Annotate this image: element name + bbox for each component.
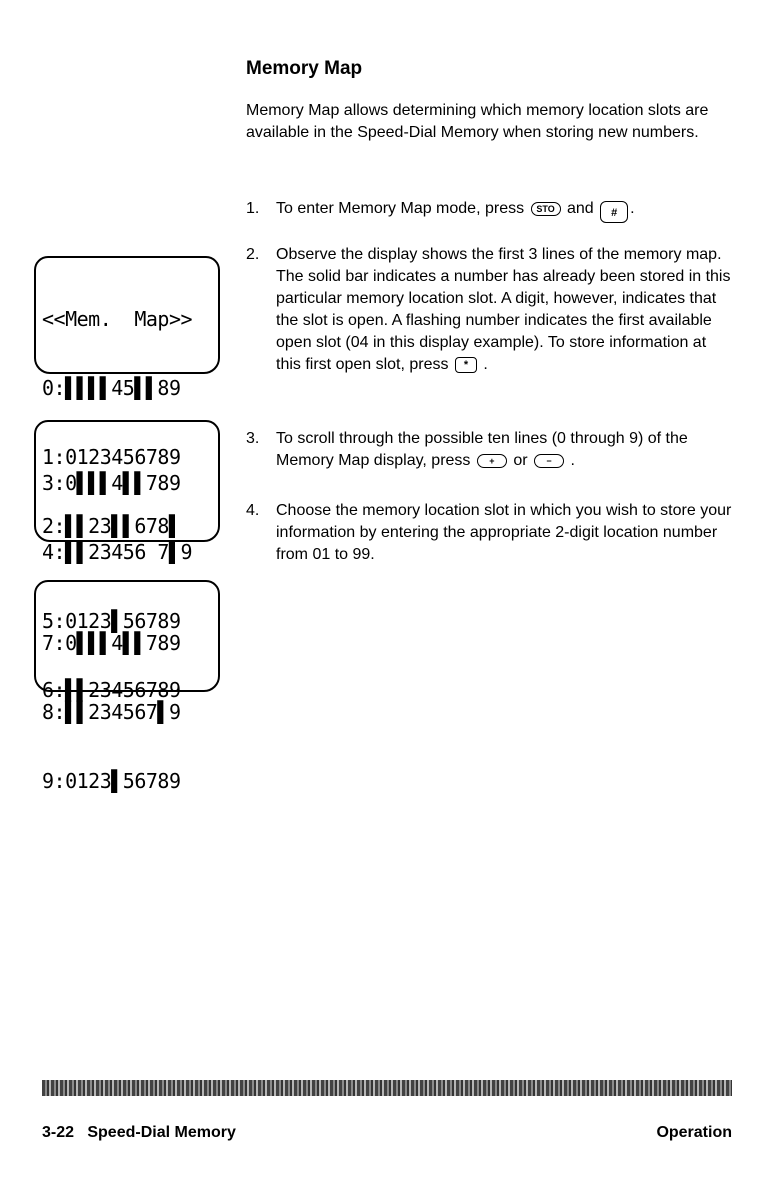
- lcd-line: 6:▌▌23456789: [42, 678, 181, 702]
- step-number: 1.: [246, 200, 260, 217]
- intro-paragraph: Memory Map allows determining which memory location slots are available in the Speed-Dial Memory when storing new numbers.: [246, 102, 709, 141]
- plus-key-icon: +: [477, 454, 507, 468]
- step-number: 4.: [246, 502, 260, 519]
- lcd-line: 2:▌▌23▌▌678▌: [42, 514, 181, 538]
- minus-key-icon: −: [534, 454, 564, 468]
- footer-section-label: Operation: [656, 1124, 732, 1141]
- lcd-line: 9:0123▌56789: [42, 769, 181, 793]
- lcd-line: 4:▌▌23456 7▌9: [42, 540, 193, 564]
- step-number: 2.: [246, 246, 260, 263]
- step-number: 3.: [246, 430, 260, 447]
- lcd-line: <<Mem. Map>>: [42, 307, 193, 331]
- step-4: [246, 500, 732, 566]
- hash-key-icon: #: [600, 201, 628, 223]
- lcd-line: 5:0123▌56789: [42, 609, 181, 633]
- footer-page-label: 3-22 Speed-Dial Memory: [42, 1124, 236, 1141]
- lcd-line: 7:0▌▌▌4▌▌789: [42, 631, 181, 655]
- step-end: .: [570, 452, 575, 469]
- lcd-display-3: [34, 580, 220, 793]
- footer-rule: [42, 1080, 732, 1096]
- lcd-line: 1:0123456789: [42, 445, 181, 469]
- step-1: [246, 198, 732, 223]
- step-2: [246, 244, 732, 376]
- step-text: To enter Memory Map mode, press: [276, 200, 525, 217]
- section-title: Memory Map: [246, 58, 363, 79]
- step-text: To scroll through the possible ten lines (0 through 9) of the Memory Map display, press: [276, 430, 688, 469]
- lcd-line: 0:▌▌▌▌45▌▌89: [42, 376, 181, 400]
- step-3: [246, 428, 732, 472]
- step-connector: and: [567, 200, 594, 217]
- lcd-line: [42, 839, 212, 862]
- step-end: .: [483, 356, 488, 373]
- sto-key-icon: STO: [531, 202, 561, 216]
- star-key-icon: *: [455, 357, 477, 373]
- step-end: .: [630, 200, 635, 217]
- lcd-line: 3:0▌▌▌4▌▌789: [42, 471, 181, 495]
- step-connector: or: [513, 452, 528, 469]
- step-text: Observe the display shows the first 3 lines of the memory map. The solid bar indicates a number has already been stored in this particular memory location slot. A digit, however, indicates that the slot is open. A flashing number indicates the first available open slot (04 in this display example). To store information at this first open slot, press: [276, 246, 731, 373]
- lcd-line: 8:▌▌234567▌9: [42, 700, 181, 724]
- step-text: Choose the memory location slot in which you wish to store your information by entering the appropriate 2-digit location number from 01 to 99.: [276, 502, 732, 563]
